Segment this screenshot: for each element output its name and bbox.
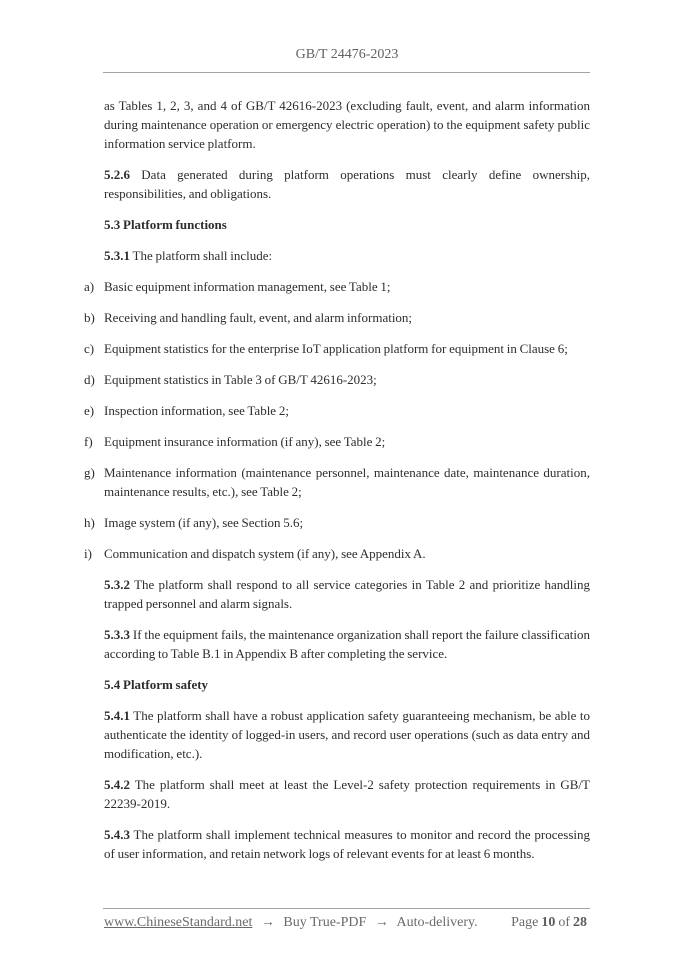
list-marker: a) <box>84 279 95 294</box>
clause-5-4-3 <box>104 825 590 863</box>
list-marker: f) <box>84 434 93 449</box>
list-item-text: Equipment insurance information (if any), see Table 2; <box>104 434 386 449</box>
heading-5-4: 5.4 Platform safety <box>104 677 209 692</box>
clause-number: 5.3.1 <box>104 248 130 263</box>
list-item-text: Communication and dispatch system (if any), see Appendix A. <box>104 546 426 561</box>
list-item-text: Basic equipment information management, see Table 1; <box>104 279 391 294</box>
list-item-d <box>84 370 590 389</box>
clause-number: 5.2.6 <box>104 167 130 182</box>
page-current: 10 <box>541 915 556 930</box>
footer-buy-text: Buy True-PDF <box>283 915 367 930</box>
list-marker: c) <box>84 341 95 356</box>
website-link[interactable]: www.ChineseStandard.net <box>104 915 253 930</box>
list-item-b <box>84 308 590 327</box>
list-item-text: Inspection information, see Table 2; <box>104 403 289 418</box>
list-item-text: Maintenance information (maintenance personnel, maintenance date, maintenance duration, maintenance results, etc.), see Table 2; <box>104 465 590 499</box>
header-divider <box>103 72 590 73</box>
document-header <box>104 47 590 63</box>
of-label: of <box>558 915 570 930</box>
clause-5-4-2 <box>104 775 590 813</box>
clause-number: 5.4.3 <box>104 827 130 842</box>
clause-5-4-1 <box>104 706 590 763</box>
page-content <box>84 96 591 875</box>
right-arrow-icon: → <box>260 915 275 930</box>
clause-text: If the equipment fails, the maintenance organization shall report the failure classification according to Table B.1 in Appendix B after completing the service. <box>104 627 590 661</box>
list-marker: d) <box>84 372 95 387</box>
heading-5-3: 5.3 Platform functions <box>104 217 227 232</box>
clause-text: Data generated during platform operations must clearly define ownership, responsibilities, and obligations. <box>104 167 591 201</box>
clause-number: 5.3.2 <box>104 577 130 592</box>
page-indicator <box>511 915 590 931</box>
clause-number: 5.3.3 <box>104 627 130 642</box>
list-item-text: Receiving and handling fault, event, and alarm information; <box>104 310 413 325</box>
document-footer <box>104 915 590 931</box>
list-item-e <box>84 401 590 420</box>
clause-text: The platform shall have a robust application safety guaranteeing mechanism, be able to authenticate the identity of logged-in users, and record user operations (such as data entry and modification, etc.). <box>104 708 590 761</box>
clause-5-3-1 <box>104 246 590 265</box>
list-item-text: Image system (if any), see Section 5.6; <box>104 515 304 530</box>
list-item-h <box>84 513 590 532</box>
clause-text: The platform shall meet at least the Level-2 safety protection requirements in GB/T 22239-2019. <box>104 777 590 811</box>
list-item-text: Equipment statistics for the enterprise IoT application platform for equipment in Clause 6; <box>104 341 568 356</box>
list-item-c <box>84 339 590 358</box>
doc-number: GB/T 24476-2023 <box>295 47 399 62</box>
list-item-text: Equipment statistics in Table 3 of GB/T 42616-2023; <box>104 372 377 387</box>
page-label: Page <box>511 915 539 930</box>
clause-text: The platform shall respond to all service categories in Table 2 and prioritize handling trapped personnel and alarm signals. <box>104 577 591 611</box>
clause-5-2-6 <box>104 165 590 203</box>
list-marker: h) <box>84 515 95 530</box>
clause-5-3-3 <box>104 625 590 663</box>
clause-number: 5.4.1 <box>104 708 130 723</box>
footer-divider <box>103 908 590 909</box>
list-marker: e) <box>84 403 95 418</box>
list-marker: g) <box>84 465 95 480</box>
clause-number: 5.4.2 <box>104 777 130 792</box>
right-arrow-icon: → <box>374 915 389 930</box>
list-marker: i) <box>84 546 92 561</box>
clause-list <box>84 277 590 563</box>
list-item-a <box>84 277 590 296</box>
list-item-g <box>84 463 590 501</box>
paragraph-continuation: as Tables 1, 2, 3, and 4 of GB/T 42616-2023 (excluding fault, event, and alarm information during maintenance operation or emergency electric operation) to the equipment safety public information service platform. <box>104 98 590 151</box>
footer-delivery-text: Auto-delivery. <box>396 915 478 930</box>
clause-text: The platform shall implement technical measures to monitor and record the processing of user information, and retain network logs of relevant events for at least 6 months. <box>104 827 591 861</box>
list-marker: b) <box>84 310 95 325</box>
clause-text: The platform shall include: <box>132 248 273 263</box>
clause-5-3-2 <box>104 575 590 613</box>
page-total: 28 <box>573 915 587 930</box>
list-item-f <box>84 432 590 451</box>
footer-source <box>104 915 478 931</box>
list-item-i <box>84 544 590 563</box>
